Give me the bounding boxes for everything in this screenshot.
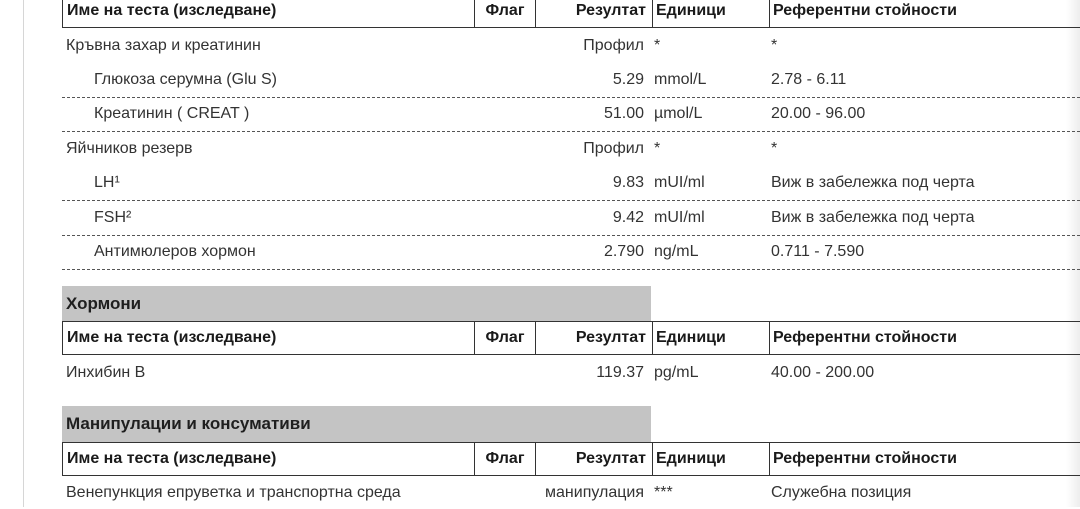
section-end-separator — [62, 269, 1080, 270]
header-flag: Флаг — [485, 450, 525, 467]
header-flag-cell — [474, 322, 535, 354]
table-row — [62, 63, 1080, 97]
test-result: 51.00 — [603, 105, 644, 122]
test-reference: 20.00 - 96.00 — [771, 105, 866, 122]
test-name: LH¹ — [94, 174, 120, 191]
test-result: Профил — [583, 140, 644, 157]
table-row — [62, 166, 1080, 200]
table-row — [62, 132, 1080, 166]
header-reference: Референтни стойности — [773, 450, 957, 467]
header-name: Име на теста (изследване) — [67, 450, 277, 467]
header-result: Резултат — [575, 329, 646, 346]
table-row — [62, 235, 1080, 269]
header-units-cell — [652, 0, 769, 27]
header-flag-cell — [474, 443, 535, 475]
test-name: Антимюлеров хормон — [94, 243, 256, 260]
header-reference-cell — [769, 443, 1080, 475]
test-reference: 2.78 - 6.11 — [771, 71, 847, 88]
table-header — [62, 321, 1080, 355]
test-units: mUI/ml — [654, 174, 705, 191]
test-reference: Служебна позиция — [771, 484, 912, 501]
test-units: * — [654, 140, 661, 157]
header-units-cell — [652, 322, 769, 354]
header-reference: Референтни стойности — [773, 2, 957, 19]
table-row — [62, 477, 1080, 509]
test-name: Кръвна захар и креатинин — [66, 37, 261, 54]
test-units: ng/mL — [654, 243, 699, 260]
test-result: манипулация — [545, 484, 644, 501]
header-units: Единици — [656, 450, 726, 467]
test-reference: * — [771, 140, 778, 157]
test-units: * — [654, 37, 661, 54]
test-name: Глюкоза серумна (Glu S) — [94, 71, 277, 88]
table-header — [62, 442, 1080, 476]
header-reference: Референтни стойности — [773, 329, 957, 346]
test-reference: 0.711 - 7.590 — [771, 243, 865, 260]
test-units: *** — [654, 484, 673, 501]
header-flag: Флаг — [485, 329, 525, 346]
test-reference: Виж в забележка под черта — [771, 174, 975, 191]
table-row — [62, 29, 1080, 63]
header-name: Име на теста (изследване) — [67, 329, 277, 346]
test-name: Яйчников резерв — [66, 140, 193, 157]
header-result-cell — [535, 0, 652, 27]
header-result: Резултат — [575, 450, 646, 467]
table-header — [62, 0, 1080, 28]
test-result: 9.42 — [612, 209, 644, 226]
test-result: 2.790 — [603, 243, 644, 260]
test-result: 119.37 — [596, 364, 644, 381]
header-result-cell — [535, 443, 652, 475]
header-name: Име на теста (изследване) — [67, 2, 277, 19]
test-reference: * — [771, 37, 778, 54]
header-result-cell — [535, 322, 652, 354]
section-title-hormones: Хормони — [62, 286, 651, 322]
test-units: pg/mL — [654, 364, 699, 381]
test-units: µmol/L — [654, 105, 703, 122]
table-row — [62, 97, 1080, 131]
test-result: Профил — [583, 37, 644, 54]
header-flag: Флаг — [485, 2, 525, 19]
test-name: Венепункция епруветка и транспортна среда — [66, 484, 401, 501]
header-flag-cell — [474, 0, 535, 27]
header-units-cell — [652, 443, 769, 475]
header-units: Единици — [656, 329, 726, 346]
table-row — [62, 356, 1080, 390]
test-units: mUI/ml — [654, 209, 705, 226]
header-reference-cell — [769, 322, 1080, 354]
test-result: 9.83 — [612, 174, 644, 191]
header-reference-cell — [769, 0, 1080, 27]
test-reference: 40.00 - 200.00 — [771, 364, 875, 381]
test-name: Креатинин ( CREAT ) — [94, 105, 250, 122]
test-name: Инхибин B — [66, 364, 146, 381]
header-units: Единици — [656, 2, 726, 19]
table-row — [62, 201, 1080, 235]
test-reference: Виж в забележка под черта — [771, 209, 975, 226]
header-result: Резултат — [575, 2, 646, 19]
test-units: mmol/L — [654, 71, 707, 88]
section-title-manipulations: Манипулации и консумативи — [62, 406, 651, 442]
test-result: 5.29 — [612, 71, 644, 88]
test-name: FSH² — [94, 209, 132, 226]
page-left-border — [23, 0, 24, 507]
